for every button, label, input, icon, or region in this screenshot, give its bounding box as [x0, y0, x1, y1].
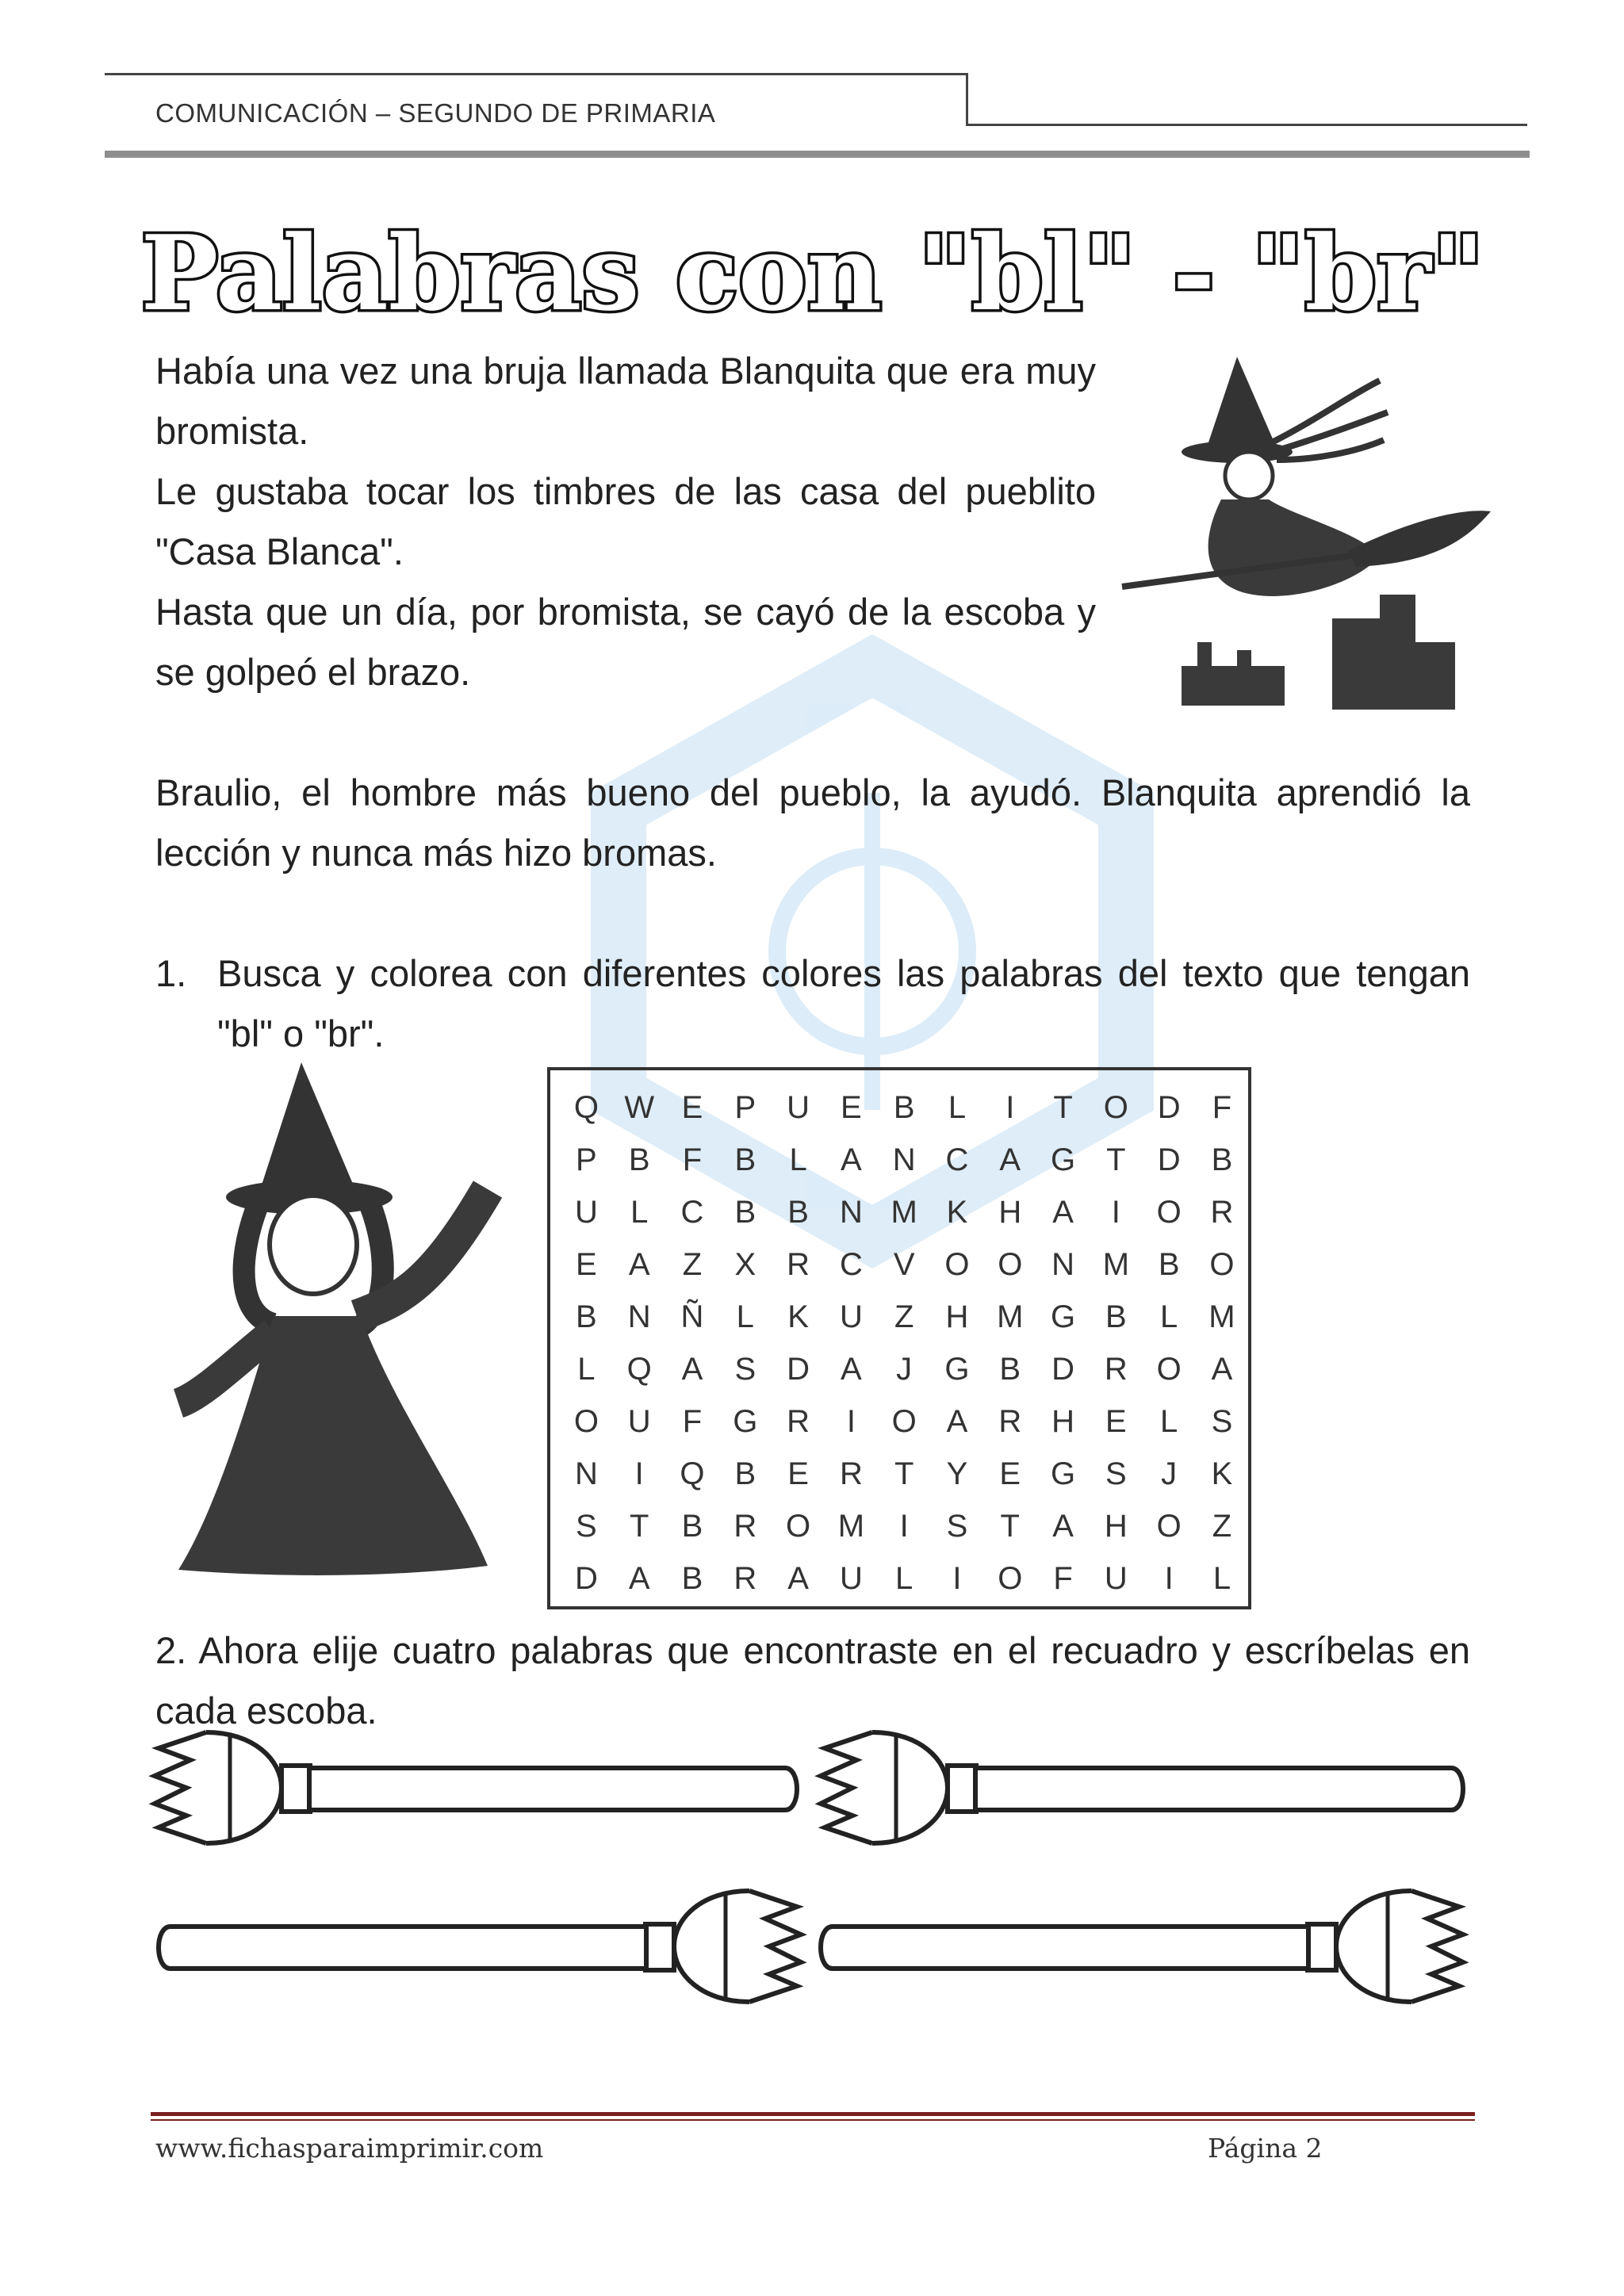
word-search-letter[interactable]: I [952, 1560, 962, 1596]
header-rule-bottom [105, 151, 1530, 158]
word-search-row [560, 1186, 1248, 1238]
story-paragraph-4: Braulio, el hombre más bueno del pueblo, la ayudó. Blanquita aprendió la lección y nunca más hizo bromas. [155, 771, 1470, 874]
word-search-letter[interactable]: S [946, 1508, 968, 1544]
word-search-letter[interactable]: B [999, 1351, 1021, 1387]
word-search-letter[interactable]: Z [894, 1299, 914, 1334]
word-search-letter[interactable]: D [574, 1560, 598, 1596]
word-search-letter[interactable]: M [837, 1508, 865, 1544]
word-search-letter[interactable]: R [1104, 1351, 1128, 1387]
word-search-letter[interactable]: O [573, 1403, 599, 1439]
word-search-letter[interactable]: E [787, 1456, 809, 1491]
word-search-letter[interactable]: O [1156, 1351, 1182, 1387]
word-search-letter[interactable]: U [627, 1403, 651, 1439]
word-search-letter[interactable]: A [681, 1351, 703, 1387]
word-search-letter[interactable]: X [734, 1246, 756, 1282]
word-search-letter[interactable]: Z [682, 1246, 703, 1282]
word-search-letter[interactable]: S [1211, 1403, 1233, 1439]
word-search-letter[interactable]: I [1005, 1089, 1015, 1125]
word-search-letter[interactable]: J [1161, 1456, 1178, 1491]
story-paragraph-2: Le gustaba tocar los timbres de las casa del pueblito "Casa Blanca". [155, 470, 1096, 572]
word-search-letter[interactable]: O [998, 1560, 1023, 1596]
word-search-letter[interactable]: P [576, 1142, 597, 1177]
word-search-letter[interactable]: D [787, 1351, 810, 1387]
word-search-letter[interactable]: H [1104, 1508, 1128, 1544]
word-search-letter[interactable]: H [998, 1194, 1022, 1230]
word-search-letter[interactable]: B [734, 1456, 756, 1491]
word-search-letter[interactable]: K [946, 1194, 968, 1230]
word-search-letter[interactable]: A [841, 1351, 862, 1387]
word-search-row [560, 1552, 1248, 1605]
word-search-letter[interactable]: O [786, 1508, 811, 1544]
word-search-letter[interactable]: L [948, 1089, 967, 1125]
word-search-letter[interactable]: A [1052, 1508, 1074, 1544]
word-search-letter[interactable]: M [891, 1194, 917, 1230]
word-search-letter[interactable]: B [734, 1142, 756, 1177]
footer-rule-thin [151, 2119, 1475, 2121]
word-search-letter[interactable]: Q [680, 1456, 705, 1491]
word-search-letter[interactable]: B [576, 1299, 597, 1334]
word-search-letter[interactable]: S [1105, 1456, 1127, 1491]
word-search-letter[interactable]: H [1051, 1403, 1075, 1439]
word-search-letter[interactable]: N [839, 1194, 863, 1230]
word-search-letter[interactable]: D [1157, 1142, 1181, 1177]
word-search-letter[interactable]: J [896, 1351, 913, 1387]
word-search-letter[interactable]: K [787, 1299, 809, 1334]
word-search-letter[interactable]: E [576, 1246, 597, 1282]
word-search-letter[interactable]: T [1053, 1089, 1073, 1125]
word-search-row [560, 1134, 1248, 1186]
header-tab-rule [966, 124, 1527, 126]
word-search-letter[interactable]: L [736, 1299, 754, 1334]
word-search-letter[interactable]: R [733, 1508, 757, 1544]
word-search-letter[interactable]: L [630, 1194, 649, 1230]
word-search-letter[interactable]: F [682, 1403, 703, 1439]
broom-answer-1[interactable] [151, 1724, 801, 1883]
word-search-letter[interactable]: I [1111, 1194, 1120, 1230]
word-search-letter[interactable]: R [733, 1560, 757, 1596]
task-1-text: Busca y colorea con diferentes colores las palabras del texto que tengan "bl" o "br". [217, 952, 1470, 1054]
word-search-letter[interactable]: A [1211, 1351, 1233, 1387]
word-search-letter[interactable]: E [1105, 1403, 1127, 1439]
word-search-letter[interactable]: L [1212, 1560, 1231, 1596]
word-search-letter[interactable]: C [680, 1194, 704, 1230]
word-search-letter[interactable]: L [789, 1142, 807, 1177]
word-search-letter[interactable]: B [893, 1089, 915, 1125]
word-search-letter[interactable]: O [998, 1246, 1023, 1282]
word-search-letter[interactable]: A [999, 1142, 1021, 1177]
word-search-row [560, 1448, 1248, 1500]
word-search-letter[interactable]: L [1160, 1403, 1178, 1439]
word-search-letter[interactable]: P [734, 1089, 756, 1125]
word-search-letter[interactable]: A [1052, 1194, 1074, 1230]
story-paragraph-3: Hasta que un día, por bromista, se cayó de la escoba y se golpeó el brazo. [155, 591, 1096, 693]
word-search-letter[interactable]: G [1051, 1299, 1076, 1334]
word-search-letter[interactable]: E [841, 1089, 862, 1125]
word-search-letter[interactable]: S [576, 1508, 597, 1544]
word-search-grid [547, 1067, 1251, 1609]
footer-rule [151, 2112, 1475, 2116]
word-search-letter[interactable]: C [945, 1142, 969, 1177]
word-search-letter[interactable]: R [787, 1246, 810, 1282]
word-search-letter[interactable]: B [1105, 1299, 1127, 1334]
footer-website: www.fichasparaimprimir.com [155, 2133, 544, 2164]
header-subject: COMUNICACIÓN – SEGUNDO DE PRIMARIA [155, 98, 716, 128]
word-search-letter[interactable]: Ñ [680, 1299, 704, 1334]
word-search-letter[interactable]: E [681, 1089, 703, 1125]
footer-page-number: Página 2 [1208, 2133, 1323, 2164]
word-search-letter[interactable]: H [945, 1299, 969, 1334]
word-search-letter[interactable]: O [1103, 1089, 1128, 1125]
word-search-letter[interactable]: A [628, 1560, 650, 1596]
word-search-row [560, 1291, 1248, 1343]
header-rule-top [105, 73, 967, 75]
task-2-instructions: 2. Ahora elije cuatro palabras que encontraste en el recuadro y escríbelas en cada escoba. [155, 1629, 1470, 1732]
word-search-letter[interactable]: B [1158, 1246, 1180, 1282]
word-search-letter[interactable]: O [891, 1403, 917, 1439]
word-search-letter[interactable]: A [946, 1403, 968, 1439]
standing-witch-illustration [155, 1062, 527, 1586]
word-search-letter[interactable]: F [682, 1142, 703, 1177]
word-search-letter[interactable]: B [1211, 1142, 1233, 1177]
word-search-letter[interactable]: T [1106, 1142, 1126, 1177]
word-search-letter[interactable]: B [628, 1142, 650, 1177]
word-search-letter[interactable]: D [1157, 1089, 1181, 1125]
word-search-letter[interactable]: U [787, 1089, 810, 1125]
word-search-letter[interactable]: F [1212, 1089, 1232, 1125]
word-search-letter[interactable]: G [1051, 1456, 1076, 1491]
word-search-letter[interactable]: E [999, 1456, 1021, 1491]
task-1-instructions [155, 943, 1470, 1064]
word-search-row [560, 1238, 1248, 1291]
word-search-letter[interactable]: G [944, 1351, 970, 1387]
word-search-letter[interactable]: T [629, 1508, 649, 1544]
broom-answer-2[interactable] [817, 1724, 1467, 1883]
word-search-letter[interactable]: S [734, 1351, 756, 1387]
word-search-letter[interactable]: G [733, 1403, 758, 1439]
word-search-letter[interactable]: I [846, 1403, 856, 1439]
word-search-letter[interactable]: N [574, 1456, 598, 1491]
word-search-letter[interactable]: V [893, 1246, 915, 1282]
word-search-letter[interactable]: B [681, 1508, 703, 1544]
story-paragraph-1: Había una vez una bruja llamada Blanquita que era muy bromista. [155, 350, 1096, 452]
word-search-letter[interactable]: L [577, 1351, 596, 1387]
story-text [155, 341, 1096, 702]
word-search-letter[interactable]: Z [1212, 1508, 1232, 1544]
flying-witch-illustration [1118, 349, 1499, 721]
word-search-letter[interactable]: C [839, 1246, 863, 1282]
word-search-letter[interactable]: N [1051, 1246, 1075, 1282]
page-title [140, 202, 1485, 337]
broom-answer-3[interactable] [155, 1883, 805, 2042]
word-search-letter[interactable]: A [787, 1560, 809, 1596]
word-search-letters [560, 1081, 1248, 1605]
word-search-letter[interactable]: B [787, 1194, 809, 1230]
broom-answer-4[interactable] [817, 1883, 1467, 2042]
word-search-letter[interactable]: O [1156, 1508, 1182, 1544]
word-search-letter[interactable]: U [1104, 1560, 1128, 1596]
word-search-letter[interactable]: G [1051, 1142, 1076, 1177]
word-search-letter[interactable]: T [894, 1456, 914, 1491]
word-search-letter[interactable]: O [1156, 1194, 1182, 1230]
header-tab-edge [966, 73, 968, 125]
word-search-letter[interactable]: N [627, 1299, 651, 1334]
word-search-letter[interactable]: B [734, 1194, 756, 1230]
word-search-letter[interactable]: O [944, 1246, 970, 1282]
word-search-letter[interactable]: U [839, 1560, 863, 1596]
word-search-letter[interactable]: B [681, 1560, 703, 1596]
word-search-letter[interactable]: T [1000, 1508, 1020, 1544]
word-search-letter[interactable]: Y [946, 1456, 968, 1491]
word-search-letter[interactable]: M [1208, 1299, 1235, 1334]
word-search-letter[interactable]: K [1211, 1456, 1233, 1491]
task-1-number: 1. [155, 952, 187, 994]
word-search-letter[interactable]: D [1051, 1351, 1075, 1387]
svg-text:Palabras con "bl" - "br": Palabras con "bl" - "br" [140, 212, 1485, 334]
word-search-letter[interactable]: A [841, 1142, 862, 1177]
word-search-row [560, 1081, 1248, 1134]
word-search-letter[interactable]: Q [626, 1351, 652, 1387]
word-search-letter[interactable]: R [998, 1403, 1022, 1439]
word-search-row [560, 1343, 1248, 1395]
word-search-letter[interactable]: U [839, 1299, 863, 1334]
word-search-row [560, 1395, 1248, 1448]
word-search-letter[interactable]: I [634, 1456, 644, 1491]
word-search-letter[interactable]: R [839, 1456, 863, 1491]
word-search-letter[interactable]: L [1160, 1299, 1178, 1334]
word-search-letter[interactable]: W [624, 1089, 655, 1125]
word-search-letter[interactable]: A [628, 1246, 650, 1282]
word-search-letter[interactable]: M [1102, 1246, 1130, 1282]
word-search-letter[interactable]: R [787, 1403, 810, 1439]
word-search-row [560, 1500, 1248, 1552]
word-search-letter[interactable]: M [997, 1299, 1024, 1334]
word-search-letter[interactable]: L [895, 1560, 914, 1596]
word-search-letter[interactable]: Q [573, 1089, 599, 1125]
word-search-letter[interactable]: I [899, 1508, 909, 1544]
word-search-letter[interactable]: O [1209, 1246, 1235, 1282]
word-search-letter[interactable]: I [1164, 1560, 1174, 1596]
word-search-letter[interactable]: N [892, 1142, 916, 1177]
word-search-letter[interactable]: F [1053, 1560, 1073, 1596]
word-search-letter[interactable]: R [1210, 1194, 1234, 1230]
word-search-letter[interactable]: U [574, 1194, 598, 1230]
